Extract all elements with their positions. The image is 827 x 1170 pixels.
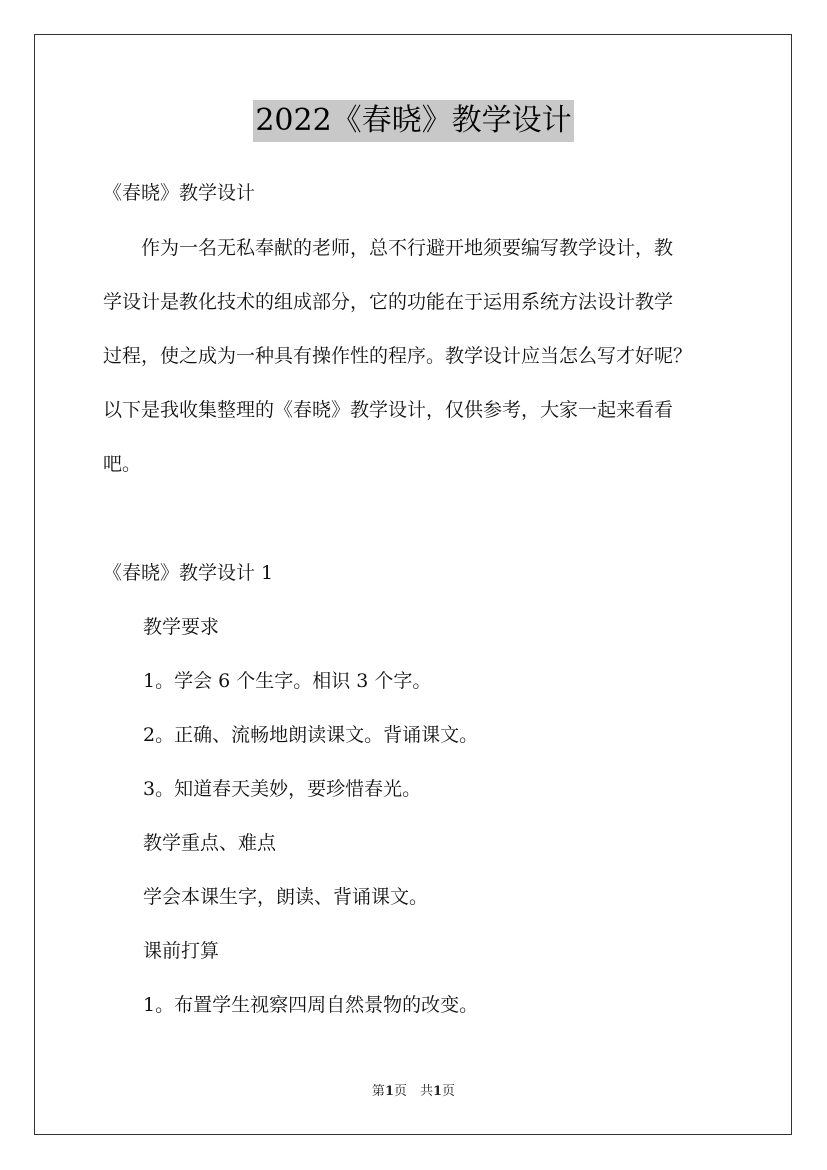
section-heading: 《春晓》教学设计 1 — [103, 562, 274, 584]
document-subtitle: 《春晓》教学设计 — [103, 182, 256, 204]
intro-line-4: 以下是我收集整理的《春晓》教学设计，仅供参考，大家一起来看看 — [103, 399, 674, 421]
list-item: 教学重点、难点 — [143, 832, 277, 854]
list-item: 3。知道春天美妙，要珍惜春光。 — [143, 778, 422, 800]
intro-line-2: 学设计是教化技术的组成部分，它的功能在于运用系统方法设计教学 — [103, 291, 674, 313]
intro-line-3: 过程，使之成为一种具有操作性的程序。教学设计应当怎么写才好呢？ — [103, 345, 693, 367]
list-item: 1。布置学生视察四周自然景物的改变。 — [143, 994, 479, 1016]
total-page-number: 1 — [433, 1084, 443, 1099]
list-item: 2。正确、流畅地朗读课文。背诵课文。 — [143, 724, 479, 746]
document-title: 2022《春晓》教学设计 — [253, 100, 573, 142]
title-container — [0, 100, 827, 142]
list-item: 1。学会 6 个生字。相识 3 个字。 — [143, 670, 432, 692]
list-item: 学会本课生字，朗读、背诵课文。 — [143, 886, 429, 908]
page-number-middle: 页 共 — [393, 1084, 433, 1099]
page-number-prefix: 第 — [371, 1084, 385, 1099]
list-item: 课前打算 — [143, 940, 220, 962]
intro-line-1: 作为一名无私奉献的老师，总不行避开地须要编写教学设计，教 — [103, 237, 674, 259]
intro-line-5: 吧。 — [103, 453, 142, 475]
page-number-suffix: 页 — [442, 1084, 456, 1099]
current-page-number: 1 — [384, 1084, 394, 1099]
page-footer — [0, 1083, 827, 1101]
list-item: 教学要求 — [143, 616, 220, 638]
